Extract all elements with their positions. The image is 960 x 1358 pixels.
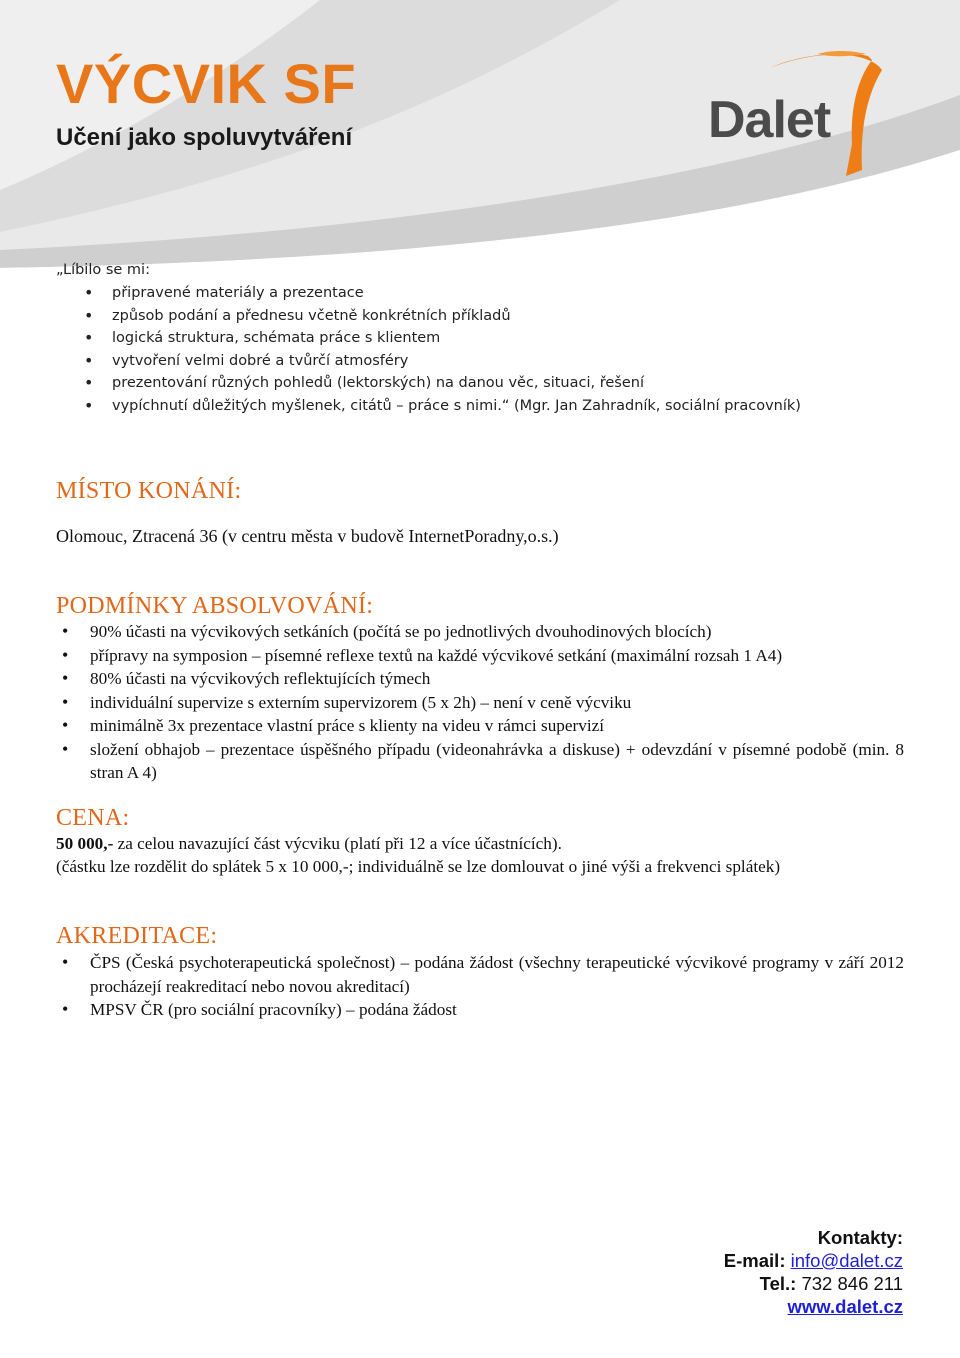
price-block [56,833,916,878]
price-line [56,833,916,856]
price-amount: 50 000,- [56,834,114,853]
conditions-heading: PODMÍNKY ABSOLVOVÁNÍ: [56,593,374,619]
list-item: • připravené materiály a prezentace [56,282,916,305]
price-installments: (částku lze rozdělit do splátek 5 x 10 000,-; individuálně se lze domlouvat o jiné výši a frekvenci splátek) [56,856,781,876]
list-item: • 80% účasti na výcvikových reflektujících týmech [56,667,904,691]
list-item: • 90% účasti na výcvikových setkáních (počítá se po jednotlivých dvouhodinových blocích) [56,620,904,644]
logo-wordmark: Dalet [708,91,831,149]
list-item: • vytvoření velmi dobré a tvůrčí atmosféry [56,350,916,373]
list-item: • MPSV ČR (pro sociální pracovníky) – podána žádost [56,998,904,1022]
conditions-list-wrap [56,620,904,785]
phone-label: Tel.: [759,1273,797,1294]
list-item: • vypíchnutí důležitých myšlenek, citátů – práce s nimi.“ (Mgr. Jan Zahradník, sociální pracovník) [56,395,916,418]
contacts-block [724,1226,903,1318]
page-title: VÝCVIK SF [56,52,357,115]
feedback-intro: „Líbilo se mi: [56,262,150,278]
accreditation-list-wrap [56,951,904,1022]
list-item: • způsob podání a přednesu včetně konkrétních příkladů [56,305,916,328]
feedback-quote [56,262,916,418]
location-heading: MÍSTO KONÁNÍ: [56,478,242,504]
list-item: • ČPS (Česká psychoterapeutická společnost) – podána žádost (všechny terapeutické výcvikové programy v září 2012 procházejí reakreditací nebo novou akreditací) [56,951,904,998]
location-text: Olomouc, Ztracená 36 (v centru města v budově InternetPoradny,o.s.) [56,526,559,546]
email-link[interactable]: info@dalet.cz [790,1250,903,1271]
list-item: • minimálně 3x prezentace vlastní práce s klienty na videu v rámci supervizí [56,714,904,738]
website-link[interactable]: www.dalet.cz [787,1296,903,1317]
list-item: • individuální supervize s externím supervizorem (5 x 2h) – není v ceně výcviku [56,691,904,715]
feedback-list [56,282,916,418]
dalet-logo [700,48,885,183]
list-item: • složení obhajob – prezentace úspěšného případu (videonahrávka a diskuse) + odevzdání v písemné podobě (min. 8 stran A 4) [56,738,904,785]
price-heading: CENA: [56,805,130,831]
list-item: • logická struktura, schémata práce s klientem [56,327,916,350]
contacts-heading: Kontakty: [817,1227,903,1248]
accreditation-heading: AKREDITACE: [56,923,218,949]
list-item: • přípravy na symposion – písemné reflexe textů na každé výcvikové setkání (maximální rozsah 1 A4) [56,644,904,668]
page-subtitle: Učení jako spoluvytváření [56,124,353,151]
phone-number: 732 846 211 [801,1273,903,1294]
email-label: E-mail: [723,1250,786,1271]
price-note: za celou navazující část výcviku (platí při 12 a více účastnících). [113,834,562,853]
list-item: • prezentování různých pohledů (lektorských) na danou věc, situaci, řešení [56,372,916,395]
accreditation-list [56,951,904,1022]
conditions-list [56,620,904,785]
